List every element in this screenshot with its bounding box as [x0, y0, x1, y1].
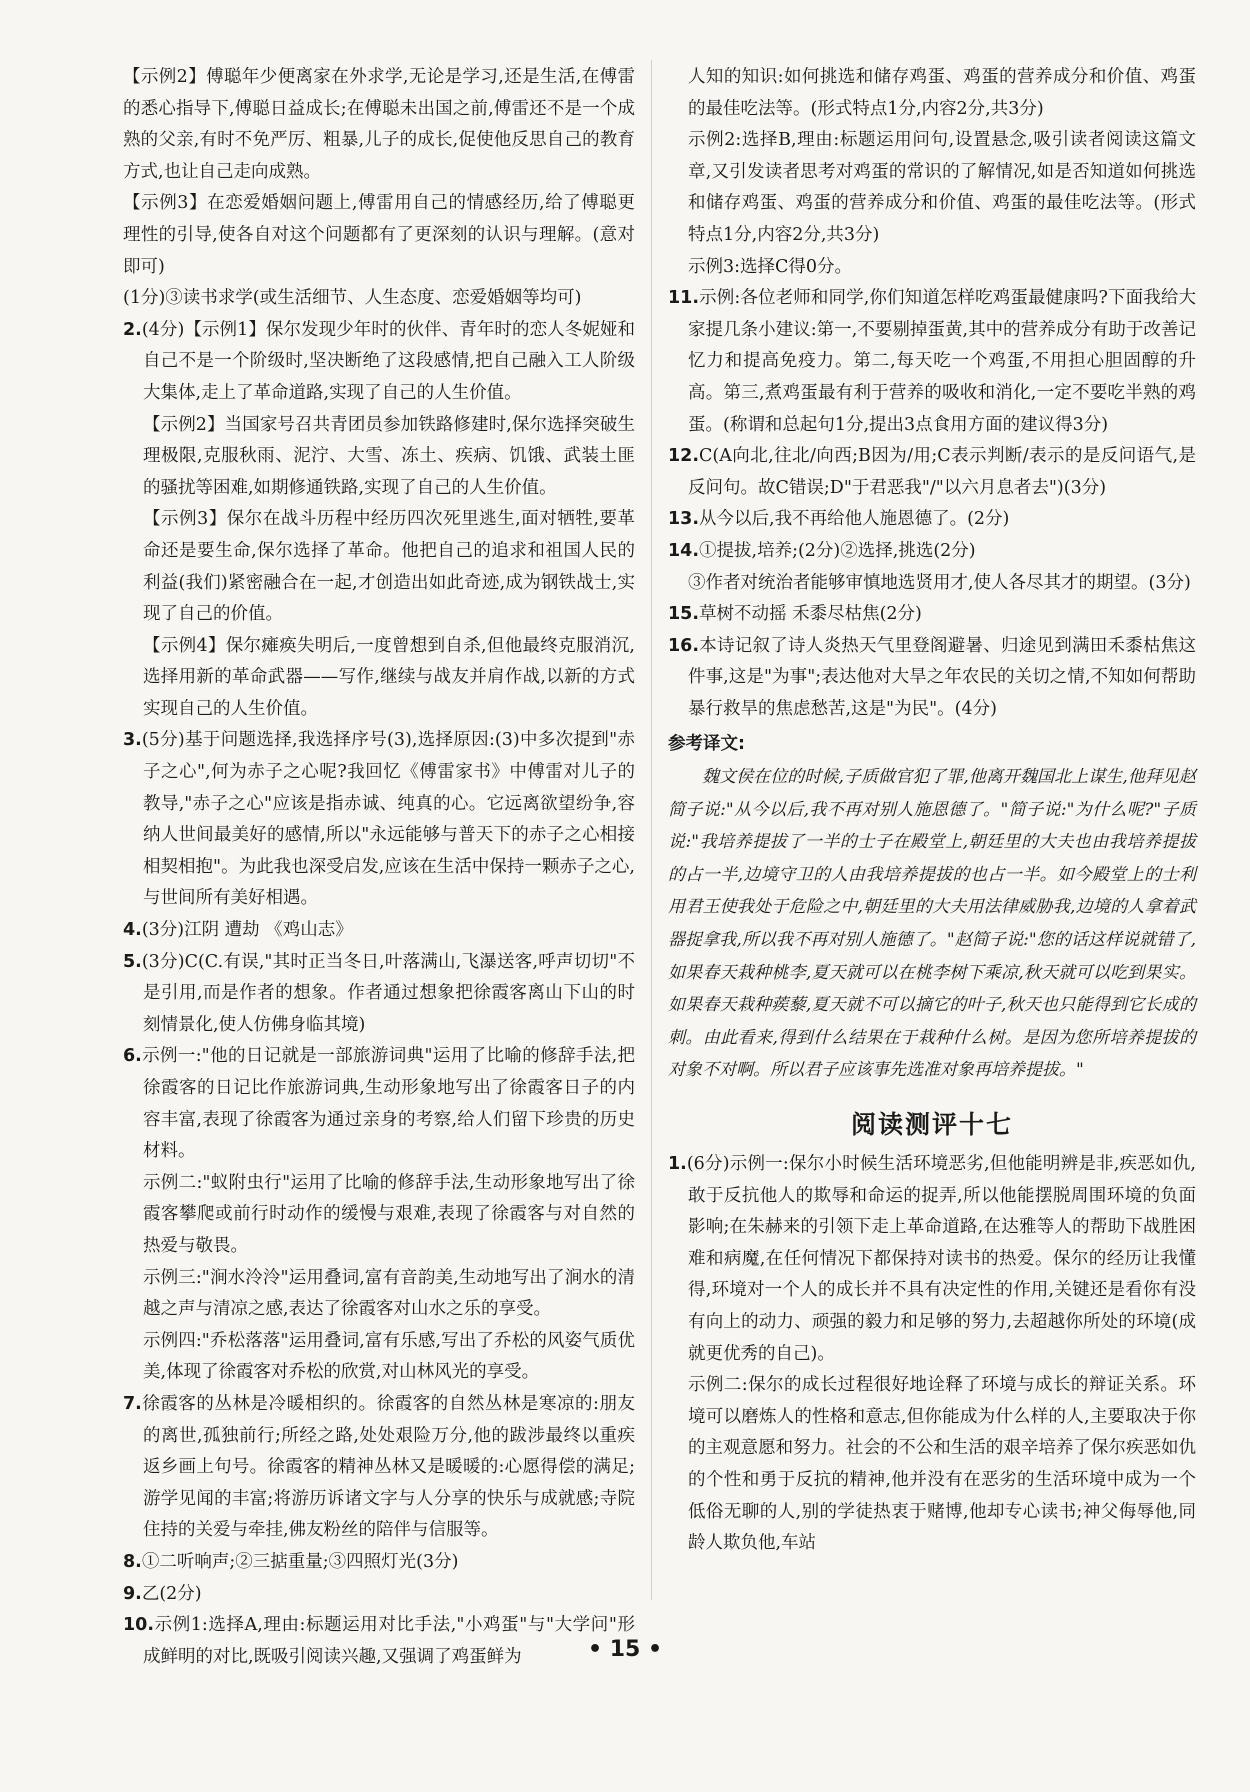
left-paragraph: [123, 1326, 635, 1389]
answer-text: 从今以后,我不再给他人施恩德了。(2分): [699, 509, 1010, 530]
answer-text: 人知的知识:如何挑选和储存鸡蛋、鸡蛋的营养成分和价值、鸡蛋的最佳吃法等。(形式特点1分,内容2分,共3分): [688, 67, 1196, 119]
answer-text: 示例1:选择A,理由:标题运用对比手法,"小鸡蛋"与"大学问"形成鲜明的对比,既吸引阅读兴趣,又强调了鸡蛋鲜为: [143, 1615, 635, 1667]
left-paragraph: [123, 410, 635, 505]
question-number: 16.: [668, 635, 700, 656]
answer-text: 示例2:选择B,理由:标题运用问句,设置悬念,吸引读者阅读这篇文章,又引发读者思考对鸡蛋的常识的了解情况,如是否知道如何挑选和储存鸡蛋、鸡蛋的营养成分和价值、鸡蛋的最佳吃法等。(形式特点1分,内容2分,共3分): [688, 130, 1196, 245]
answer-text: 示例四:"乔松落落"运用叠词,富有乐感,写出了乔松的风姿气质优美,体现了徐霞客对乔松的欣赏,对山林风光的享受。: [143, 1330, 635, 1383]
right-paragraph: [668, 568, 1196, 600]
answer-text: ①二听响声;②三掂重量;③四照灯光(3分): [141, 1551, 459, 1572]
left-paragraph: [123, 631, 635, 726]
right-paragraph: [668, 62, 1196, 125]
left-paragraph: [123, 1579, 635, 1611]
question-number: 15.: [668, 604, 700, 625]
question-number: 8.: [123, 1551, 142, 1572]
answer-text: 【示例2】傅聪年少便离家在外求学,无论是学习,还是生活,在傅雷的悉心指导下,傅聪日益成长;在傅聪未出国之前,傅雷还不是一个成熟的父亲,有时不免严厉、粗暴,儿子的成长,促使他反思自己的教育方式,也让自己走向成熟。: [123, 67, 635, 182]
answer-text: 【示例2】当国家号召共青团员参加铁路修建时,保尔选择突破生理极限,克服秋雨、泥泞、大雪、冻土、疾病、饥饿、武装土匪的骚扰等困难,如期修通铁路,实现了自己的人生价值。: [143, 414, 635, 498]
left-paragraph: [123, 725, 635, 915]
left-paragraph: [123, 188, 635, 283]
question-number: 13.: [668, 509, 700, 530]
page-number: • 15 •: [587, 1637, 663, 1662]
answer-text: 【示例3】在恋爱婚姻问题上,傅雷用自己的情感经历,给了傅聪更理性的引导,使各自对这个问题都有了更深刻的认识与理解。(意对即可): [123, 193, 635, 277]
answer-text: (3分)江阴 遭劫 《鸡山志》: [141, 920, 353, 941]
answer-text: ③作者对统治者能够审慎地选贤用才,使人各尽其才的期望。(3分): [688, 572, 1191, 593]
answer-text: 示例3:选择C得0分。: [688, 256, 853, 277]
question-number: 11.: [668, 288, 700, 309]
answer-text: 草树不动摇 禾黍尽枯焦(2分): [699, 604, 922, 625]
right-paragraph: [668, 631, 1196, 726]
answer-text: 示例三:"涧水泠泠"运用叠词,富有音韵美,生动地写出了涧水的清越之声与清凉之感,表达了徐霞客对山水之乐的享受。: [143, 1267, 635, 1320]
left-paragraph: [123, 62, 635, 188]
question-number: 2.: [123, 319, 142, 340]
left-paragraph: [123, 504, 635, 630]
right-paragraph: [668, 441, 1196, 504]
answer-text: 乙(2分): [141, 1583, 202, 1604]
answer-text: (5分)基于问题选择,我选择序号(3),选择原因:(3)中多次提到"赤子之心",何为赤子之心呢?我回忆《傅雷家书》中傅雷对儿子的教导,"赤子之心"应该是指赤诚、纯真的心。它远离欲望纷争,容纳人世间最美好的感情,所以"永远能够与普天下的赤子之心相接相契相抱"。为此我也深受启发,应该在生活中保持一颗赤子之心,与世间所有美好相遇。: [141, 730, 635, 909]
answer-text: (4分)【示例1】保尔发现少年时的伙伴、青年时的恋人冬妮娅和自己不是一个阶级时,坚决断绝了这段感情,把自己融入工人阶级大集体,走上了革命道路,实现了自己的人生价值。: [141, 319, 635, 403]
question-number: 4.: [123, 920, 142, 941]
question-number: 12.: [668, 446, 700, 467]
right-paragraph: [668, 504, 1196, 536]
answer-text: ①提拔,培养;(2分)②选择,挑选(2分): [699, 540, 976, 561]
section17-paragraph: [668, 1149, 1196, 1370]
left-column: [123, 62, 635, 1673]
right-paragraph: [668, 599, 1196, 631]
column-divider: [651, 60, 652, 1600]
left-paragraph: [123, 315, 635, 410]
answer-text: (1分)③读书求学(或生活细节、人生态度、恋爱婚姻等均可): [123, 288, 582, 309]
question-number: 9.: [123, 1583, 142, 1604]
left-paragraph: [123, 1263, 635, 1326]
right-column: [668, 62, 1196, 1560]
answers-upper: [668, 62, 1196, 725]
section-title: 阅读测评十七: [850, 1110, 1013, 1139]
right-paragraph: [668, 252, 1196, 284]
question-number: 5.: [123, 951, 142, 972]
left-paragraph: [123, 1389, 635, 1547]
answer-text: 【示例3】保尔在战斗历程中经历四次死里逃生,面对牺牲,要革命还是要生命,保尔选择了革命。他把自己的追求和祖国人民的利益(我们)紧密融合在一起,才创造出如此奇迹,成为钢铁战士,实现了自己的价值。: [143, 509, 635, 625]
left-paragraph: [123, 1547, 635, 1579]
question-number: 3.: [123, 730, 142, 751]
answer-text: 示例:各位老师和同学,你们知道怎样吃鸡蛋最健康吗?下面我给大家提几条小建议:第一,不要剔掉蛋黄,其中的营养成分有助于改善记忆力和提高免疫力。第二,每天吃一个鸡蛋,不用担心胆固醇的升高。第三,煮鸡蛋最有利于营养的吸收和消化,一定不要吃半熟的鸡蛋。(称谓和总起句1分,提出3点食用方面的建议得3分): [688, 288, 1196, 435]
translation-label: 参考译文:: [668, 734, 745, 755]
question-number: 10.: [123, 1615, 155, 1636]
question-number: 6.: [123, 1046, 142, 1067]
right-paragraph: [668, 283, 1196, 441]
answer-text: (3分)C(C.有误,"其时正当冬日,叶落满山,飞瀑送客,呼声切切"不是引用,而是作者的想象。作者通过想象把徐霞客离山下山的时刻情景化,使人仿佛身临其境): [141, 951, 635, 1035]
left-paragraph: [123, 1041, 635, 1167]
answer-text: 示例二:"蚁附虫行"运用了比喻的修辞手法,生动形象地写出了徐霞客攀爬或前行时动作的缓慢与艰难,表现了徐霞客与对自然的热爱与敬畏。: [143, 1172, 635, 1256]
right-paragraph: [668, 125, 1196, 251]
answer-text: 示例一:"他的日记就是一部旅游词典"运用了比喻的修辞手法,把徐霞客的日记比作旅游词典,生动形象地写出了徐霞客日子的内容丰富,表现了徐霞客为通过亲身的考察,给人们留下珍贵的历史材料。: [141, 1046, 635, 1162]
left-paragraph: [123, 947, 635, 1042]
answer-text: C(A向北,往北/向西;B因为/用;C表示判断/表示的是反问语气,是反问句。故C错误;D"于君恶我"/"以六月息者去")(3分): [688, 446, 1196, 498]
left-paragraph: [123, 915, 635, 947]
answer-text: 徐霞客的丛林是冷暖相织的。徐霞客的自然丛林是寒凉的:朋友的离世,孤独前行;所经之路,处处艰险万分,他的跋涉最终以重疾返乡画上句号。徐霞客的精神丛林又是暖暖的:心愿得偿的满足;游学见闻的丰富;将游历诉诸文字与人分享的快乐与成就感;寺院住持的关爱与牵挂,佛友粉丝的陪伴与信服等。: [141, 1393, 635, 1541]
answer-text: 示例二:保尔的成长过程很好地诠释了环境与成长的辩证关系。环境可以磨炼人的性格和意志,但你能成为什么样的人,主要取决于你的主观意愿和努力。社会的不公和生活的艰辛培养了保尔疾恶如仇的个性和勇于反抗的精神,他并没有在恶劣的生活环境中成为一个低俗无聊的人,别的学徒热衷于赌博,他却专心读书;神父侮辱他,同龄人欺负他,车站: [688, 1375, 1196, 1554]
question-number: 7.: [123, 1393, 142, 1414]
answer-text: 【示例4】保尔瘫痪失明后,一度曾想到自杀,但他最终克服消沉,选择用新的革命武器——写作,继续与战友并肩作战,以新的方式实现自己的人生价值。: [143, 635, 635, 719]
left-paragraph: [123, 283, 635, 315]
translation-text: 魏文侯在位的时候,子质做官犯了罪,他离开魏国北上谋生,他拜见赵简子说:"从今以后,我不再对别人施恩德了。"简子说:"为什么呢?"子质说:"我培养提拔了一半的士子在殿堂上,朝廷里的大夫也由我培养提拔的占一半,边境守卫的人由我培养提拔的也占一半。如今殿堂上的士利用君王使我处于危险之中,朝廷里的大夫用法律威胁我,边境的人拿着武器捉拿我,所以我不再对别人施德了。"赵简子说:"您的话这样说就错了,如果春天栽种桃李,夏天就可以在桃李树下乘凉,秋天就可以吃到果实。如果春天栽种蒺藜,夏天就不可以摘它的叶子,秋天也只能得到它长成的刺。由此看来,得到什么结果在于栽种什么树。是因为您所培养提拔的对象不对啊。所以君子应该事先选准对象再培养提拔。": [668, 767, 1196, 1081]
right-paragraph: [668, 536, 1196, 568]
section17-paragraph: [668, 1370, 1196, 1560]
left-paragraph: [123, 1168, 635, 1263]
question-number: 1.: [668, 1154, 687, 1174]
answer-text: (6分)示例一:保尔小时候生活环境恶劣,但他能明辨是非,疾恶如仇,敢于反抗他人的欺辱和命运的捉弄,所以他能摆脱周围环境的负面影响;在朱赫来的引领下走上革命道路,在达雅等人的帮助下战胜困难和病魔,在任何情况下都保持对读书的热爱。保尔的经历让我懂得,环境对一个人的成长并不具有决定性的作用,关键还是看你有没有向上的动力、顽强的毅力和足够的努力,去超越你所处的环境(成就更优秀的自己)。: [686, 1154, 1196, 1364]
section17-answers: [668, 1149, 1196, 1560]
question-number: 14.: [668, 540, 700, 561]
answer-text: 本诗记叙了诗人炎热天气里登阁避暑、归途见到满田禾黍枯焦这件事,这是"为事";表达他对大旱之年农民的关切之情,不知如何帮助暴行救旱的焦虑愁苦,这是"为民"。(4分): [688, 635, 1196, 719]
